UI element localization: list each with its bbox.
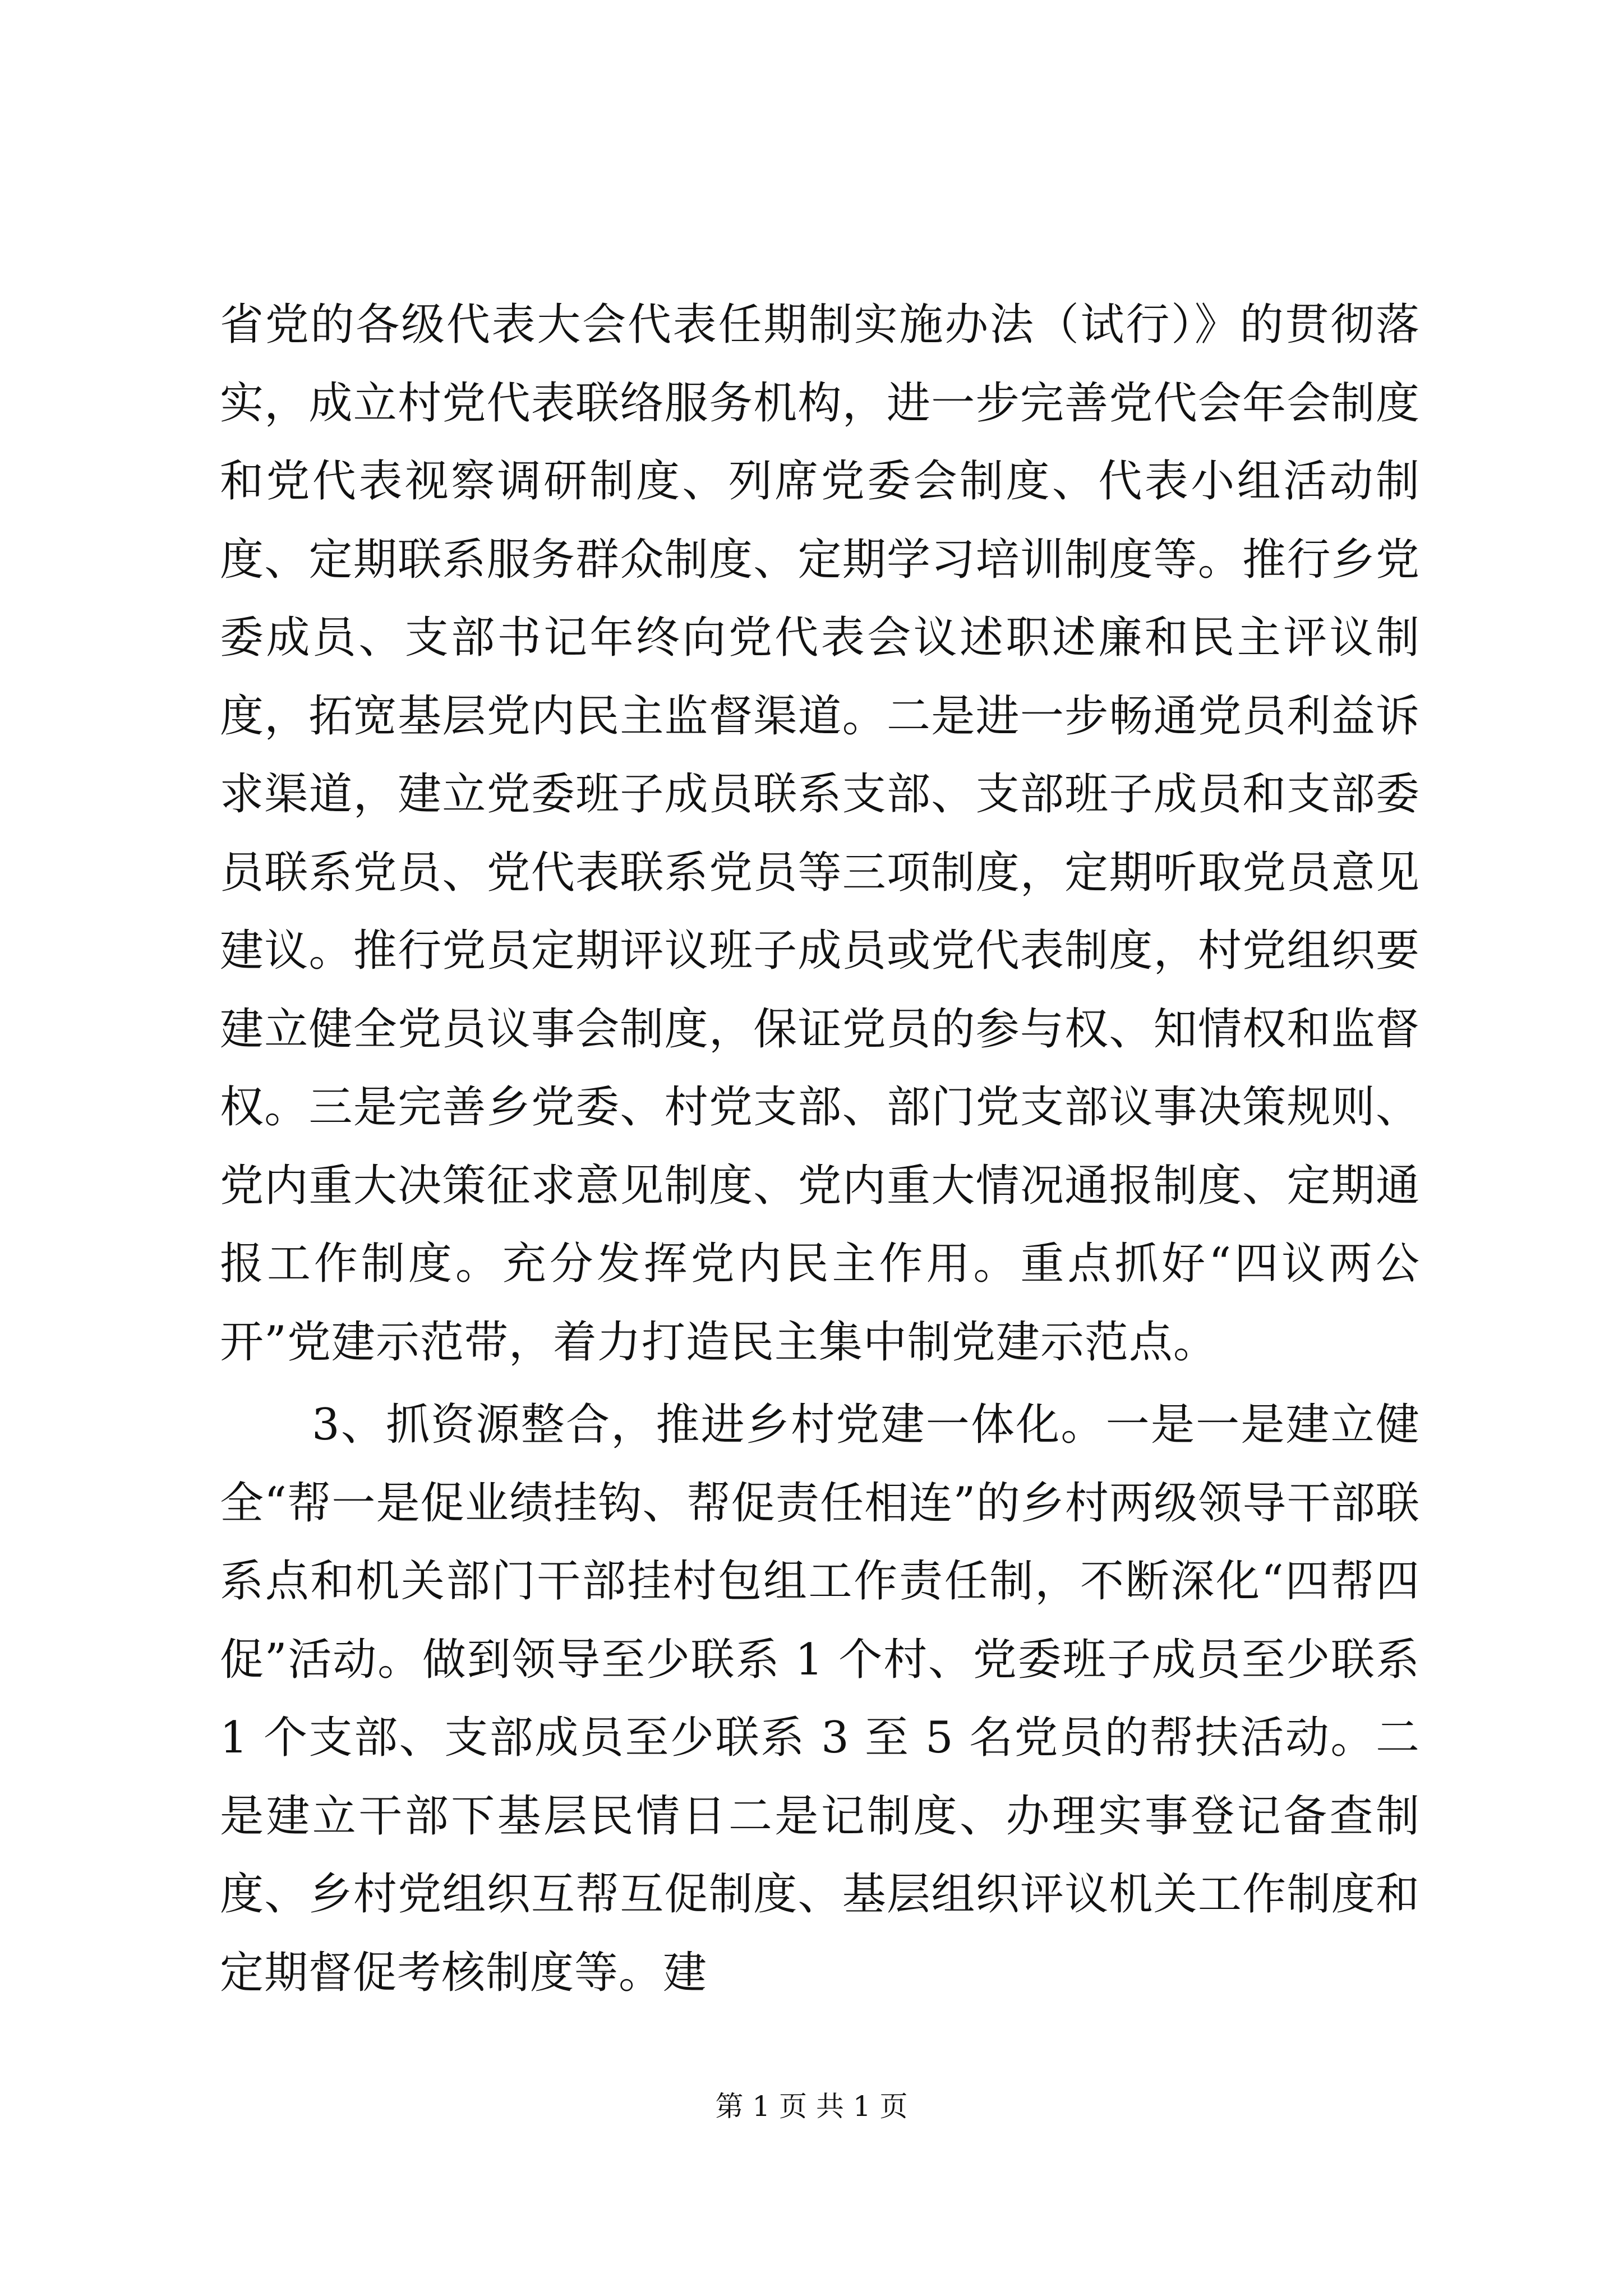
document-body [220,286,1420,2012]
page-number-footer: 第 1 页 共 1 页 [715,2090,908,2123]
paragraph-2: 3、抓资源整合，推进乡村党建一体化。一是一是建立健全“帮一是促业绩挂钩、帮促责任相连”的乡村两级领导干部联系点和机关部门干部挂村包组工作责任制，不断深化“四帮四促”活动。做到领导至少联系 1 个村、党委班子成员至少联系 1 个支部、支部成员至少联系 3 至 5 名党员的帮扶活动。二是建立干部下基层民情日二是记制度、办理实事登记备查制度、乡村党组织互帮互促制度、基层组织评议机关工作制度和定期督促考核制度等。建 [220,1400,1420,1998]
paragraph-1: 省党的各级代表大会代表任期制实施办法（试行）》的贯彻落实，成立村党代表联络服务机构，进一步完善党代会年会制度和党代表视察调研制度、列席党委会制度、代表小组活动制度、定期联系服务群众制度、定期学习培训制度等。推行乡党委成员、支部书记年终向党代表会议述职述廉和民主评议制度，拓宽基层党内民主监督渠道。二是进一步畅通党员利益诉求渠道，建立党委班子成员联系支部、支部班子成员和支部委员联系党员、党代表联系党员等三项制度，定期听取党员意见建议。推行党员定期评议班子成员或党代表制度，村党组织要建立健全党员议事会制度，保证党员的参与权、知情权和监督权。三是完善乡党委、村党支部、部门党支部议事决策规则、党内重大决策征求意见制度、党内重大情况通报制度、定期通报工作制度。充分发挥党内民主作用。重点抓好“四议两公开”党建示范带，着力打造民主集中制党建示范点。 [220,300,1420,1368]
